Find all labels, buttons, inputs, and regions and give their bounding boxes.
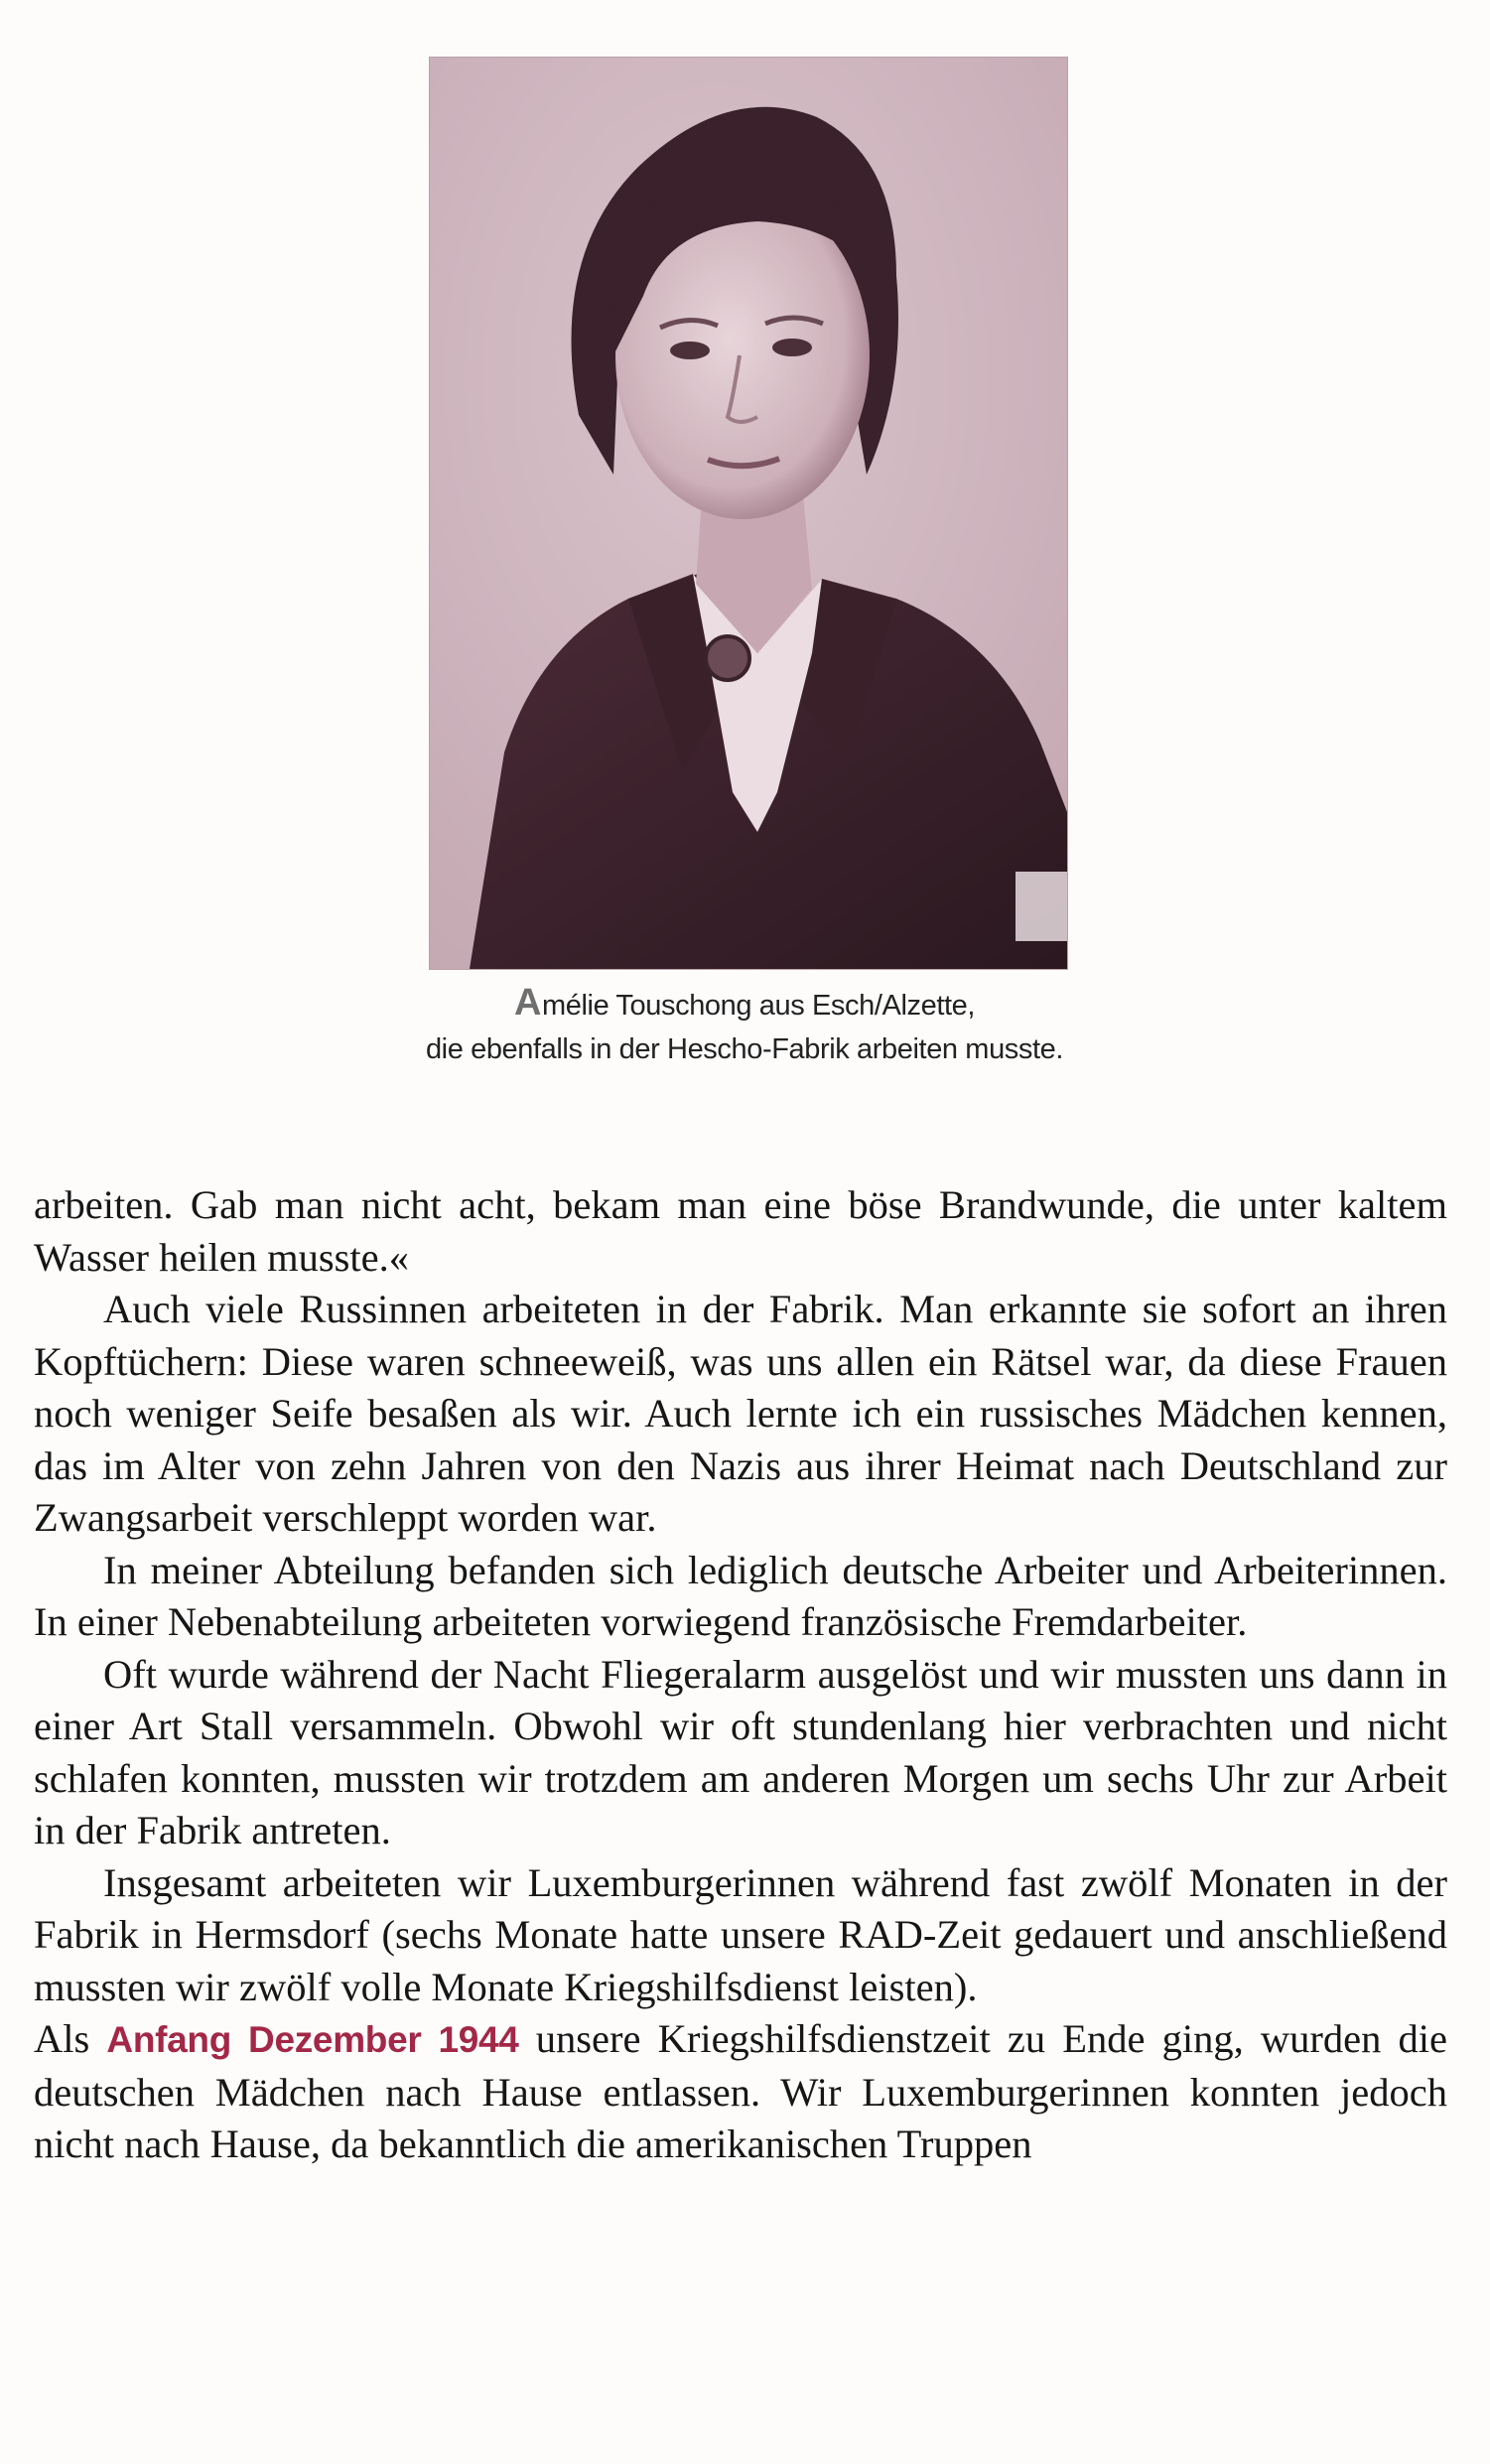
left-eye [670,342,710,359]
caption-dropcap: A [513,982,541,1024]
paragraph-2: Auch viele Russinnen arbeiteten in der Fabrik. Man erkannte sie sofort an ihren Kopftüchern: Diese waren schneeweiß, was uns allen ein Rätsel war, da diese Frauen noch weniger Seife besaßen als wir. Auch lernte ich ein russisches Mädchen kennen, das im Alter von zehn Jahren von den Nazis aus ihrer Heimat nach Deutschland zur Zwangsarbeit verschleppt worden war. [34,1287,1447,1540]
paragraph-6 [34,2013,1447,2171]
caption-line-1 [298,981,1191,1027]
brooch [706,636,749,680]
paragraph-6-start: Als [34,2016,107,2061]
paragraph-5: Insgesamt arbeiteten wir Luxemburgerinnen während fast zwölf Monaten in der Fabrik in Hermsdorf (sechs Monate hatte unsere RAD-Zeit gedauert und anschließend mussten wir zwölf volle Monate Kriegshilfsdienst leisten). [34,1859,1447,2009]
right-eye [772,339,812,356]
portrait-photo [430,58,1067,969]
paragraph-3: In meiner Abteilung befanden sich lediglich deutsche Arbeiter und Arbeiterinnen. In einer Nebenabteilung arbeiteten vorwiegend französische Fremdarbeiter. [34,1547,1447,1644]
body-text [34,1179,1447,2171]
caption-line-1-text: mélie Touschong aus Esch/Alzette, [542,990,976,1022]
date-highlight: Anfang Dezember 1944 [106,2019,519,2060]
paragraph-4: Oft wurde während der Nacht Fliegeralarm ausgelöst und wir mussten uns dann in einer Art Stall versammeln. Obwohl wir oft stundenlang hier verbrachten und nicht schlafen konnten, mussten wir trotzdem am anderen Morgen um sechs Uhr zur Arbeit in der Fabrik antreten. [34,1651,1447,1852]
paragraph-1: arbeiten. Gab man nicht acht, bekam man eine böse Brandwunde, die unter kaltem Wasser heilen musste.« [34,1182,1447,1280]
photo-caption [298,981,1191,1071]
paragraph-6-rest: unsere Kriegshilfsdienstzeit zu Ende ging, wurden die deutschen Mädchen nach Hause entlassen. Wir Luxemburgerinnen konnten jedoch nicht nach Hause, da bekanntlich die amerikanischen Truppen [34,2016,1447,2166]
caption-line-2: die ebenfalls in der Hescho-Fabrik arbeiten musste. [425,1033,1064,1065]
portrait-illustration [430,58,1067,969]
